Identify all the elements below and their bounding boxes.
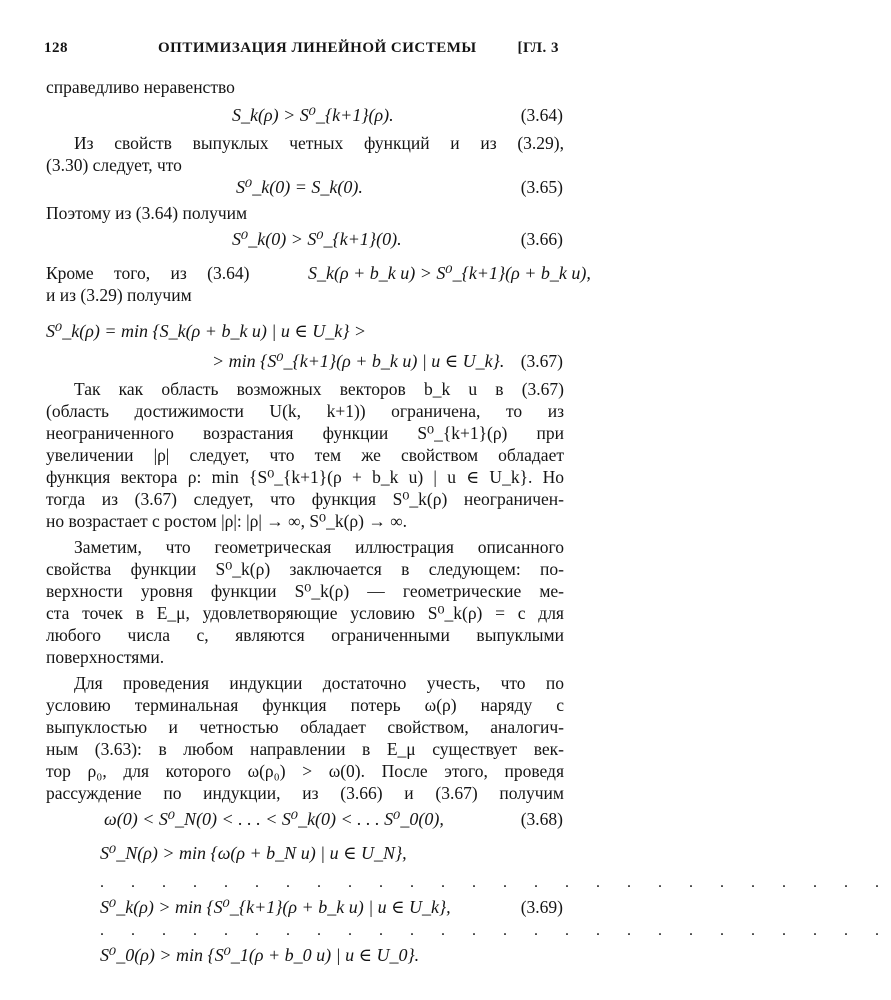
text-line: Для проведения индукции достаточно учесть, что по: [74, 673, 564, 693]
equation-number: (3.67): [520, 351, 563, 371]
equation-365: S⁰_k(0) = S_k(0).: [236, 177, 363, 197]
equation-367b: > min {S⁰_{k+1}(ρ + b_k u) | u ∈ U_k}.: [212, 351, 505, 371]
text-line: любого числа c, являются ограниченными выпуклыми: [46, 625, 564, 645]
equation-364: S_k(ρ) > S⁰_{k+1}(ρ).: [232, 105, 394, 125]
text-line: свойства функции S⁰_k(ρ) заключается в следующем: по-: [46, 559, 564, 579]
text-line: Поэтому из (3.64) получим: [46, 203, 248, 223]
text-line: неограниченного возрастания функции S⁰_{k+1}(ρ) при: [46, 423, 564, 443]
text-line: Кроме того, из (3.64): [46, 263, 250, 283]
equation-inline: S_k(ρ + b_k u) > S⁰_{k+1}(ρ + b_k u),: [308, 263, 591, 283]
equation-366: S⁰_k(0) > S⁰_{k+1}(0).: [232, 229, 402, 249]
text-line: Из свойств выпуклых четных функций и из (3.29),: [74, 133, 564, 153]
equation-number: (3.68): [520, 809, 563, 829]
equation-number: (3.66): [520, 229, 563, 249]
text-line: справедливо неравенство: [46, 77, 235, 97]
text-line: (3.30) следует, что: [46, 155, 182, 175]
text-line: Заметим, что геометрическая иллюстрация описанного: [74, 537, 564, 557]
equation-369a: S⁰_N(ρ) > min {ω(ρ + b_N u) | u ∈ U_N},: [100, 843, 407, 863]
text-line: Так как область возможных векторов b_k u в (3.67): [74, 379, 564, 399]
text-line: но возрастает с ростом |ρ|: |ρ| → ∞, S⁰_k(ρ) → ∞.: [46, 511, 408, 531]
text-line: функция вектора ρ: min {S⁰_{k+1}(ρ + b_k u) | u ∈ U_k}. Но: [46, 467, 564, 487]
chapter-marker: [ГЛ. 3: [517, 40, 559, 56]
text-line: рассуждение по индукции, из (3.66) и (3.67) получим: [46, 783, 564, 803]
text-line: (область достижимости U(k, k+1)) ограничена, то из: [46, 401, 564, 421]
text-line: тор ρ₀, для которого ω(ρ₀) > ω(0). После этого, проведя: [46, 761, 564, 781]
ellipsis-row: . . . . . . . . . . . . . . . . . . . . . . . . . .: [100, 874, 891, 891]
text-line: ным (3.63): в любом направлении в E_μ существует век-: [46, 739, 564, 759]
text-line: тогда из (3.67) следует, что функция S⁰_k(ρ) неограничен-: [46, 489, 564, 509]
text-line: выпуклостью и четностью обладает свойством, аналогич-: [46, 717, 564, 737]
text-line: верхности уровня функции S⁰_k(ρ) — геометрические ме-: [46, 581, 564, 601]
ellipsis-row: . . . . . . . . . . . . . . . . . . . . . . . . . .: [100, 922, 891, 939]
equation-number: (3.69): [520, 897, 563, 917]
equation-369c: S⁰_0(ρ) > min {S⁰_1(ρ + b_0 u) | u ∈ U_0}.: [100, 945, 420, 965]
equation-368: ω(0) < S⁰_N(0) < . . . < S⁰_k(0) < . . . S⁰_0(0),: [104, 809, 444, 829]
equation-367a: S⁰_k(ρ) = min {S_k(ρ + b_k u) | u ∈ U_k} >: [46, 321, 367, 341]
text-line: и из (3.29) получим: [46, 285, 192, 305]
running-title: ОПТИМИЗАЦИЯ ЛИНЕЙНОЙ СИСТЕМЫ: [158, 40, 477, 56]
text-line: увеличении |ρ| следует, что тем же свойством обладает: [46, 445, 564, 465]
equation-number: (3.65): [520, 177, 563, 197]
page-number: 128: [44, 40, 68, 56]
equation-369b: S⁰_k(ρ) > min {S⁰_{k+1}(ρ + b_k u) | u ∈ U_k},: [100, 897, 451, 917]
text-line: поверхностями.: [46, 647, 165, 667]
text-line: ста точек в E_μ, удовлетворяющие условию S⁰_k(ρ) = c для: [46, 603, 564, 623]
equation-number: (3.64): [520, 105, 563, 125]
text-line: условию терминальная функция потерь ω(ρ) наряду с: [46, 695, 564, 715]
